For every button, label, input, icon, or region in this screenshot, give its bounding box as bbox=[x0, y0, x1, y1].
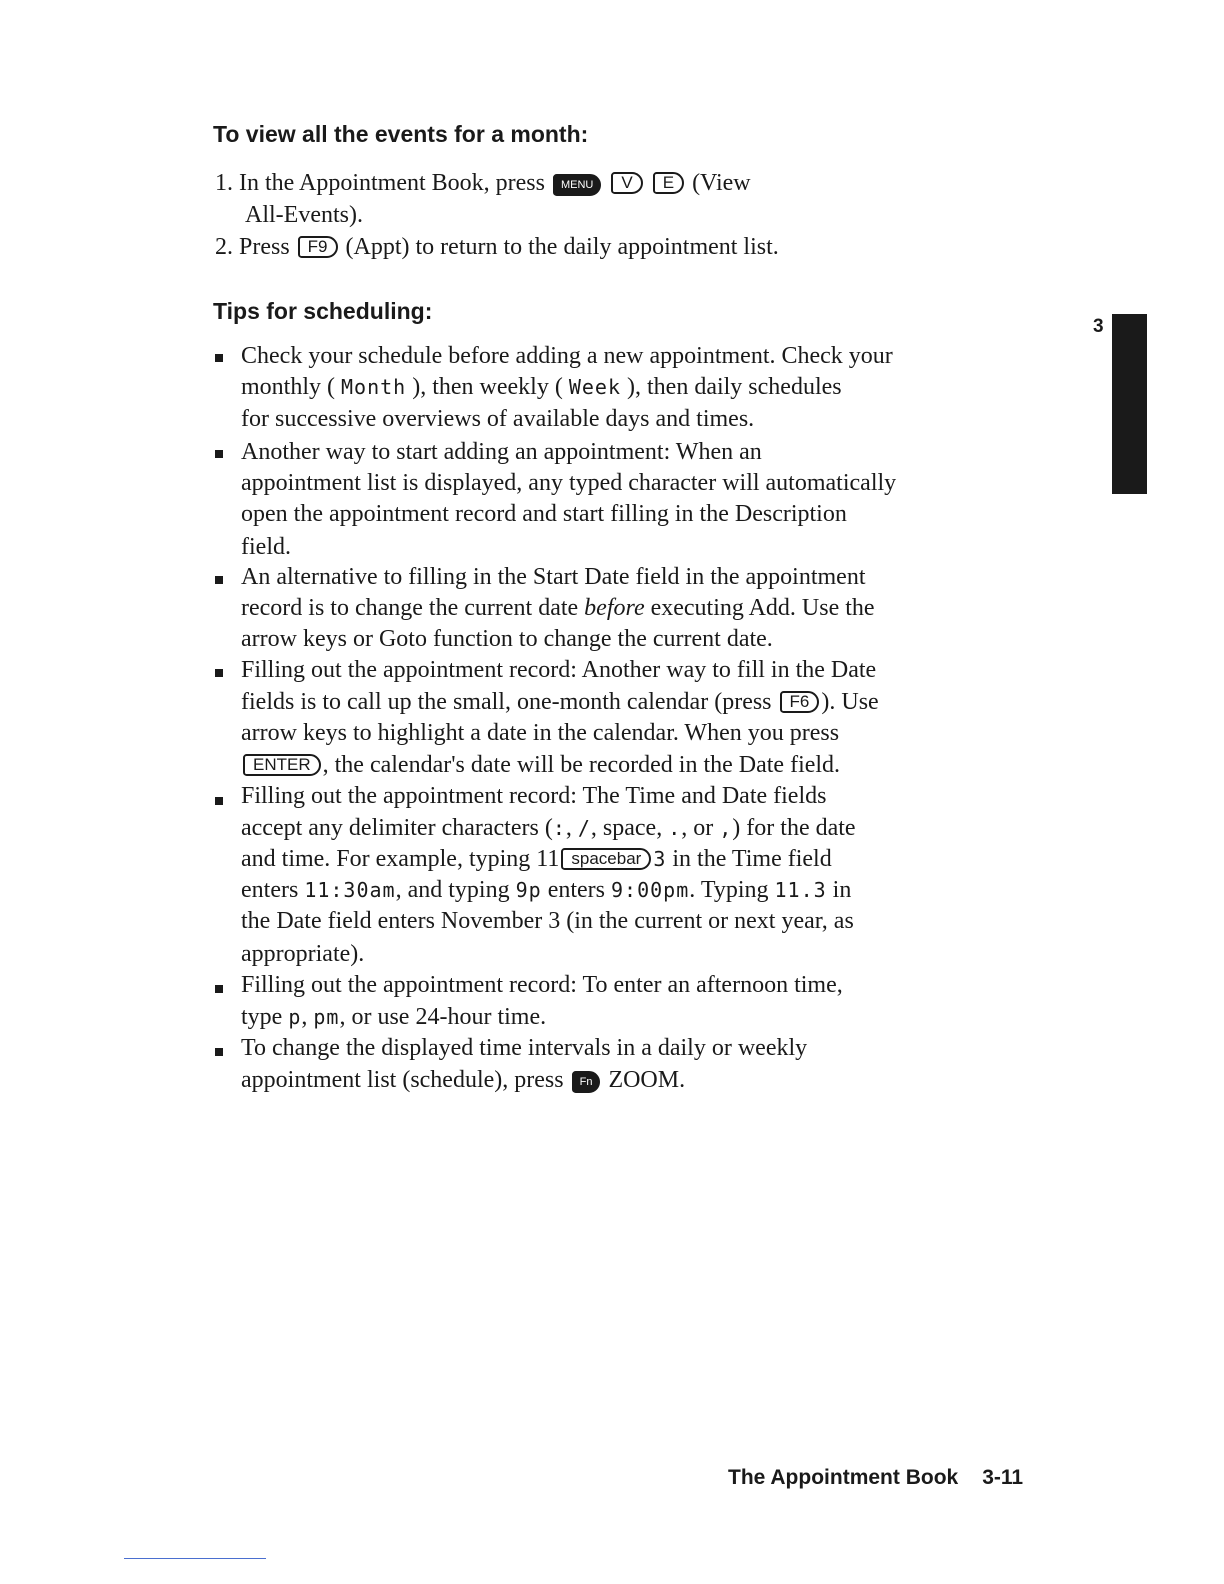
section-heading-view-month: To view all the events for a month: bbox=[213, 121, 589, 147]
tip-6-line-2: type p, pm, or use 24-hour time. bbox=[241, 1004, 547, 1030]
f9-key: F9 bbox=[298, 236, 338, 258]
step-2: 2. Press F9 (Appt) to return to the daily appointment list. bbox=[215, 234, 779, 260]
e-key: E bbox=[653, 172, 684, 194]
footer-title: The Appointment Book bbox=[728, 1466, 959, 1489]
spacebar-key: spacebar bbox=[561, 848, 651, 870]
f6-key: F6 bbox=[780, 691, 820, 713]
tip-6-line-1: Filling out the appointment record: To enter an afternoon time, bbox=[241, 972, 843, 998]
time-result-2: 9:00pm bbox=[611, 878, 690, 902]
week-softkey-label: Week bbox=[568, 375, 621, 399]
tip-5-line-4: enters 11:30am, and typing 9p enters 9:00pm. Typing 11.3 in bbox=[241, 877, 852, 903]
tip-2-line-3: open the appointment record and start filling in the Description bbox=[241, 501, 847, 527]
tip-1-line-1: Check your schedule before adding a new appointment. Check your bbox=[241, 343, 893, 369]
tip-2-line-4: field. bbox=[241, 534, 291, 560]
tip-3-line-2: record is to change the current date before executing Add. Use the bbox=[241, 595, 875, 621]
tip-1-line-2: monthly ( Month ), then weekly ( Week ), then daily schedules bbox=[241, 374, 842, 400]
section-heading-tips: Tips for scheduling: bbox=[213, 298, 433, 324]
chapter-tab-marker bbox=[1112, 314, 1147, 494]
enter-key: ENTER bbox=[243, 754, 321, 776]
bullet-icon bbox=[215, 576, 223, 584]
month-softkey-label: Month bbox=[341, 375, 407, 399]
tip-4-line-2: fields is to call up the small, one-month calendar (press F6 ). Use bbox=[241, 689, 879, 715]
tip-3-line-1: An alternative to filling in the Start Date field in the appointment bbox=[241, 564, 866, 590]
tip-2-line-2: appointment list is displayed, any typed character will automatically bbox=[241, 470, 897, 496]
bullet-icon bbox=[215, 354, 223, 362]
tip-7-line-1: To change the displayed time intervals in a daily or weekly bbox=[241, 1035, 808, 1061]
tip-4-line-3: arrow keys to highlight a date in the calendar. When you press bbox=[241, 720, 840, 746]
tip-5-line-3: and time. For example, typing 11 spacebar 3 in the Time field bbox=[241, 846, 832, 872]
page-number: 3-11 bbox=[982, 1466, 1024, 1489]
bullet-icon bbox=[215, 985, 223, 993]
tip-4-line-1: Filling out the appointment record: Another way to fill in the Date bbox=[241, 657, 877, 683]
page-footer bbox=[728, 1466, 1023, 1490]
tip-5-line-6: appropriate). bbox=[241, 941, 365, 967]
tip-5-line-1: Filling out the appointment record: The Time and Date fields bbox=[241, 783, 827, 809]
tip-4-line-4: ENTER , the calendar's date will be recorded in the Date field. bbox=[241, 751, 840, 779]
bullet-icon bbox=[215, 669, 223, 677]
tip-2-line-1: Another way to start adding an appointment: When an bbox=[241, 439, 762, 465]
v-key: V bbox=[611, 172, 642, 194]
chapter-number: 3 bbox=[1093, 316, 1104, 337]
step-1-continuation: All-Events). bbox=[245, 202, 363, 228]
tip-5-line-5: the Date field enters November 3 (in the current or next year, as bbox=[241, 908, 854, 934]
tip-1-line-3: for successive overviews of available days and times. bbox=[241, 406, 755, 432]
fn-key-icon: Fn bbox=[572, 1071, 601, 1093]
tip-5-line-2: accept any delimiter characters (:, /, space, ., or ,) for the date bbox=[241, 815, 856, 841]
footnote-rule bbox=[124, 1558, 266, 1559]
menu-key-icon: MENU bbox=[553, 174, 601, 196]
tip-7-line-2: appointment list (schedule), press Fn ZOOM. bbox=[241, 1067, 686, 1093]
tip-3-line-3: arrow keys or Goto function to change the current date. bbox=[241, 626, 773, 652]
time-result-1: 11:30am bbox=[304, 878, 396, 902]
bullet-icon bbox=[215, 1048, 223, 1056]
step-1: 1. In the Appointment Book, press MENU V E (View bbox=[215, 170, 751, 196]
bullet-icon bbox=[215, 450, 223, 458]
bullet-icon bbox=[215, 797, 223, 805]
